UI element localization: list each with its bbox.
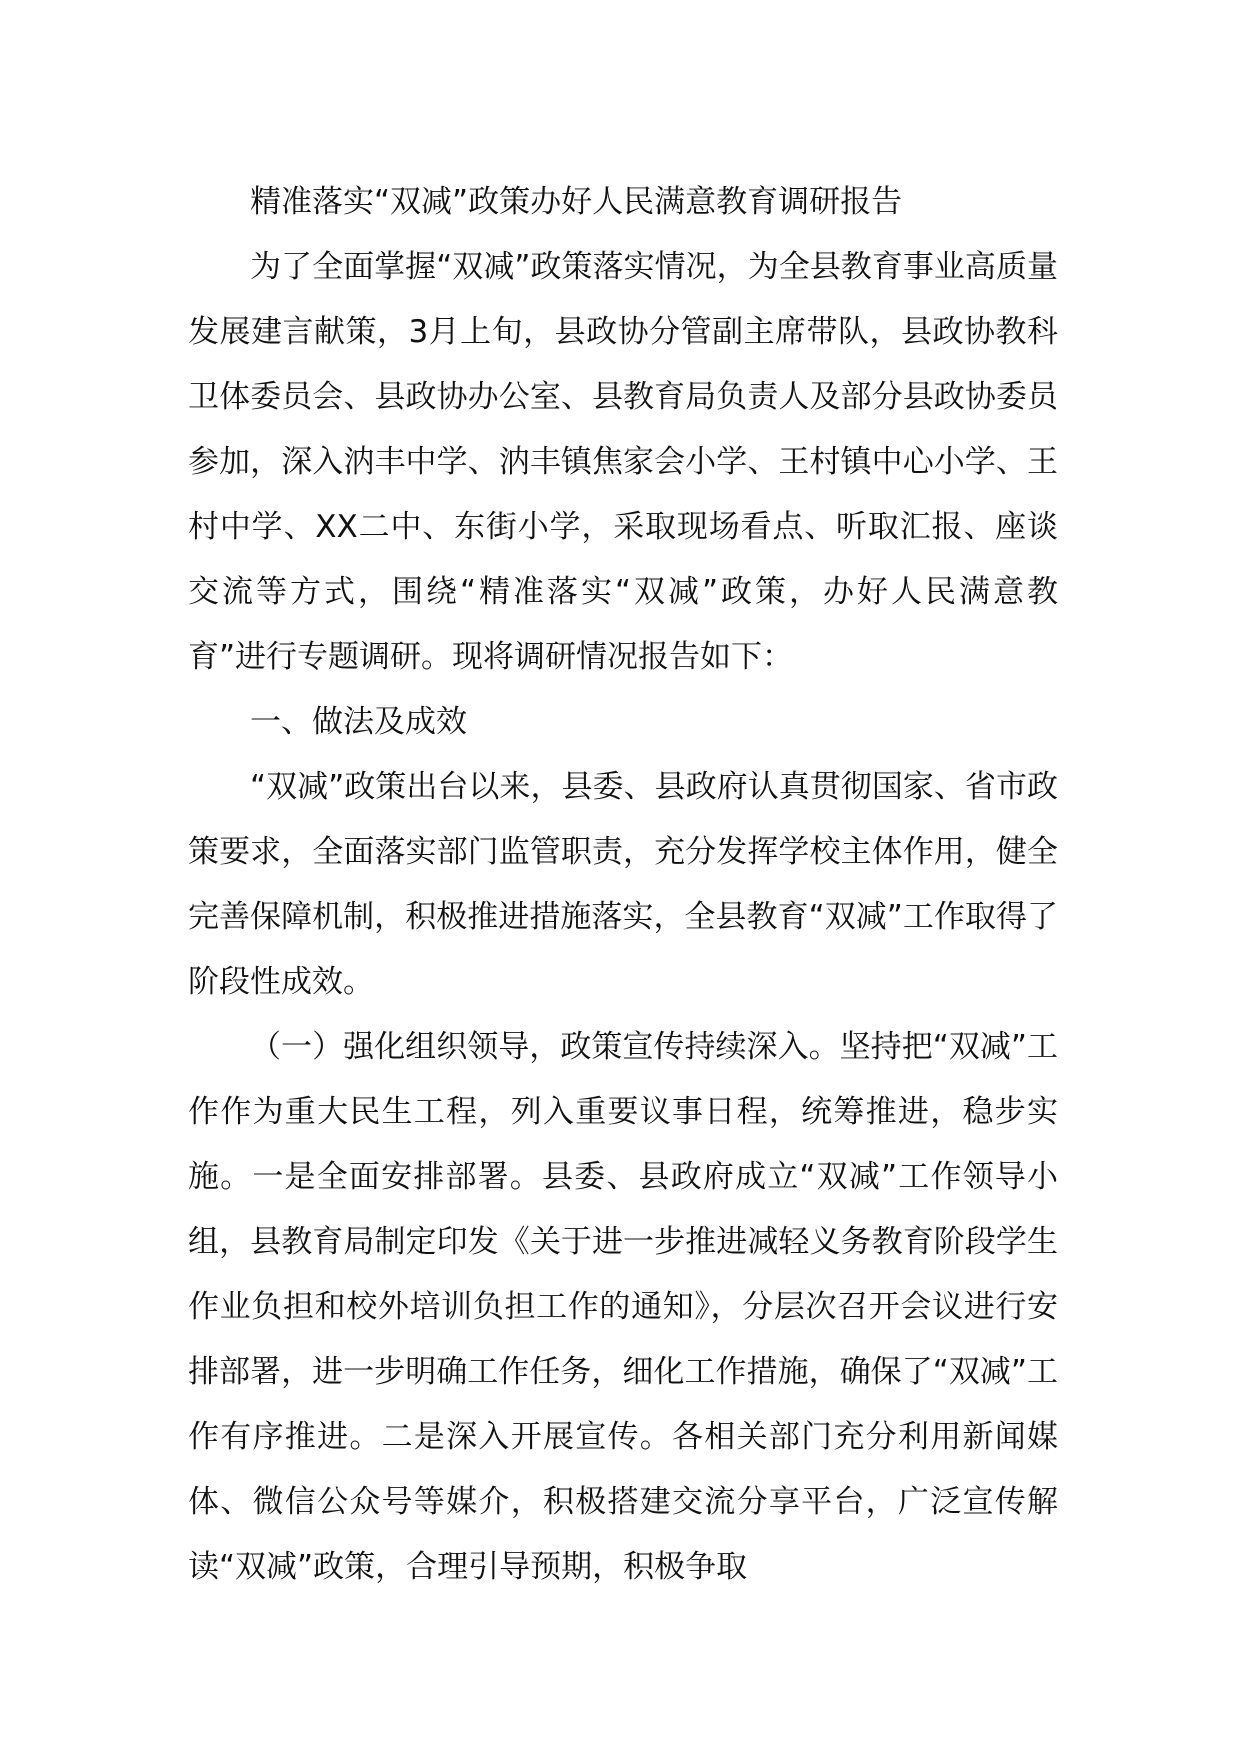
body-paragraph: “双减”政策出台以来，县委、县政府认真贯彻国家、省市政策要求，全面落实部门监管职责，充分发挥学校主体作用，健全完善保障机制，积极推进措施落实，全县教育“双减”工作取得了阶段性成效。	[188, 769, 1058, 1000]
section-heading: 一、做法及成效	[250, 704, 467, 740]
document-title: 精准落实“双减”政策办好人民满意教育调研报告	[250, 184, 903, 220]
body-paragraph: （一）强化组织领导，政策宣传持续深入。坚持把“双减”工作作为重大民生工程，列入重要议事日程，统筹推进，稳步实施。一是全面安排部署。县委、县政府成立“双减”工作领导小组，县教育局制定印发《关于进一步推进减轻义务教育阶段学生作业负担和校外培训负担工作的通知》，分层次召开会议进行安排部署，进一步明确工作任务，细化工作措施，确保了“双减”工作有序推进。二是深入开展宣传。各相关部门充分利用新闻媒体、微信公众号等媒介，积极搭建交流分享平台，广泛宣传解读“双减”政策，合理引导预期，积极争取	[188, 1029, 1058, 1585]
intro-paragraph: 为了全面掌握“双减”政策落实情况，为全县教育事业高质量发展建言献策，3月上旬，县政协分管副主席带队，县政协教科卫体委员会、县政协办公室、县教育局负责人及部分县政协委员参加，深入汭丰中学、汭丰镇焦家会小学、王村镇中心小学、王村中学、XX二中、东街小学，采取现场看点、听取汇报、座谈交流等方式，围绕“精准落实“双减”政策，办好人民满意教育”进行专题调研。现将调研情况报告如下：	[188, 249, 1058, 675]
document-body	[188, 170, 1058, 1600]
